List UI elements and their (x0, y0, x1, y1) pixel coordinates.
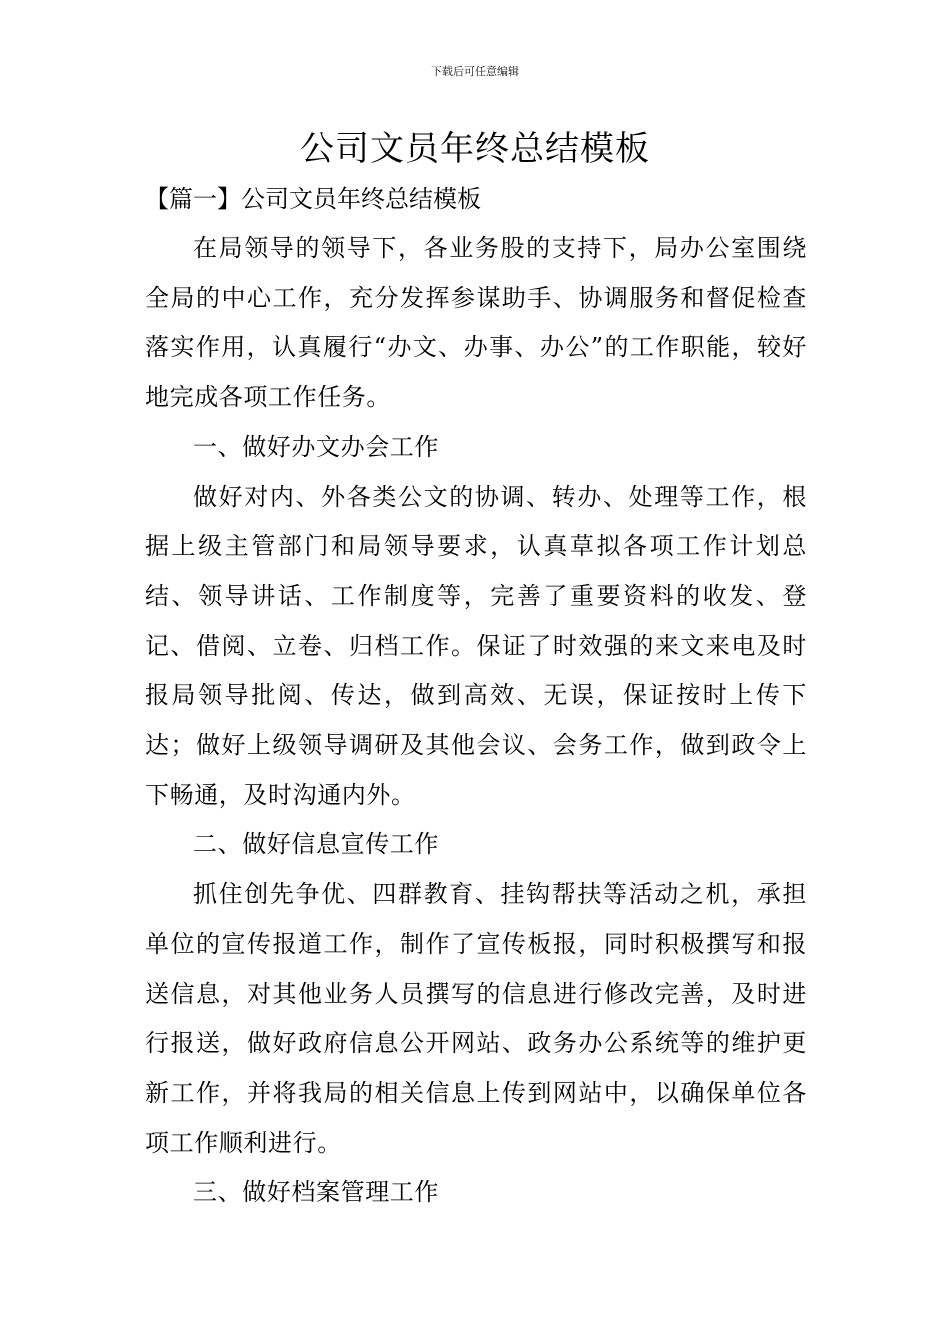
document-title: 公司文员年终总结模板 (300, 129, 650, 169)
paragraph-document-work: 做好对内、外各类公文的协调、转办、处理等工作，根据上级主管部门和局领导要求，认真草拟各项工作计划总结、领导讲话、工作制度等，完善了重要资料的收发、登记、借阅、立卷、归档工作。保证了时效强的来文来电及时报局领导批阅、传达，做到高效、无误，保证按时上传下达；做好上级领导调研及其他会议、会务工作，做到政令上下畅通，及时沟通内外。 (145, 482, 807, 809)
paragraph-intro: 在局领导的领导下，各业务股的支持下，局办公室围绕全局的中心工作，充分发挥参谋助手、协调服务和督促检查落实作用，认真履行“办文、办事、办公”的工作职能，较好地完成各项工作任务。 (145, 234, 807, 412)
section-heading-2: 二、做好信息宣传工作 (193, 830, 439, 859)
section-heading-1: 一、做好办文办会工作 (193, 432, 439, 461)
section-heading-3: 三、做好档案管理工作 (193, 1178, 439, 1207)
paragraph-info-publicity: 抓住创先争优、四群教育、挂钩帮扶等活动之机，承担单位的宣传报道工作，制作了宣传板报，同时积极撰写和报送信息，对其他业务人员撰写的信息进行修改完善，及时进行报送，做好政府信息公开网站、政务办公系统等的维护更新工作，并将我局的相关信息上传到网站中，以确保单位各项工作顺利进行。 (145, 880, 807, 1157)
header-note: 下载后可任意编辑 (431, 65, 519, 78)
document-body (145, 176, 807, 1218)
section-subtitle: 【篇一】公司文员年终总结模板 (145, 185, 481, 213)
